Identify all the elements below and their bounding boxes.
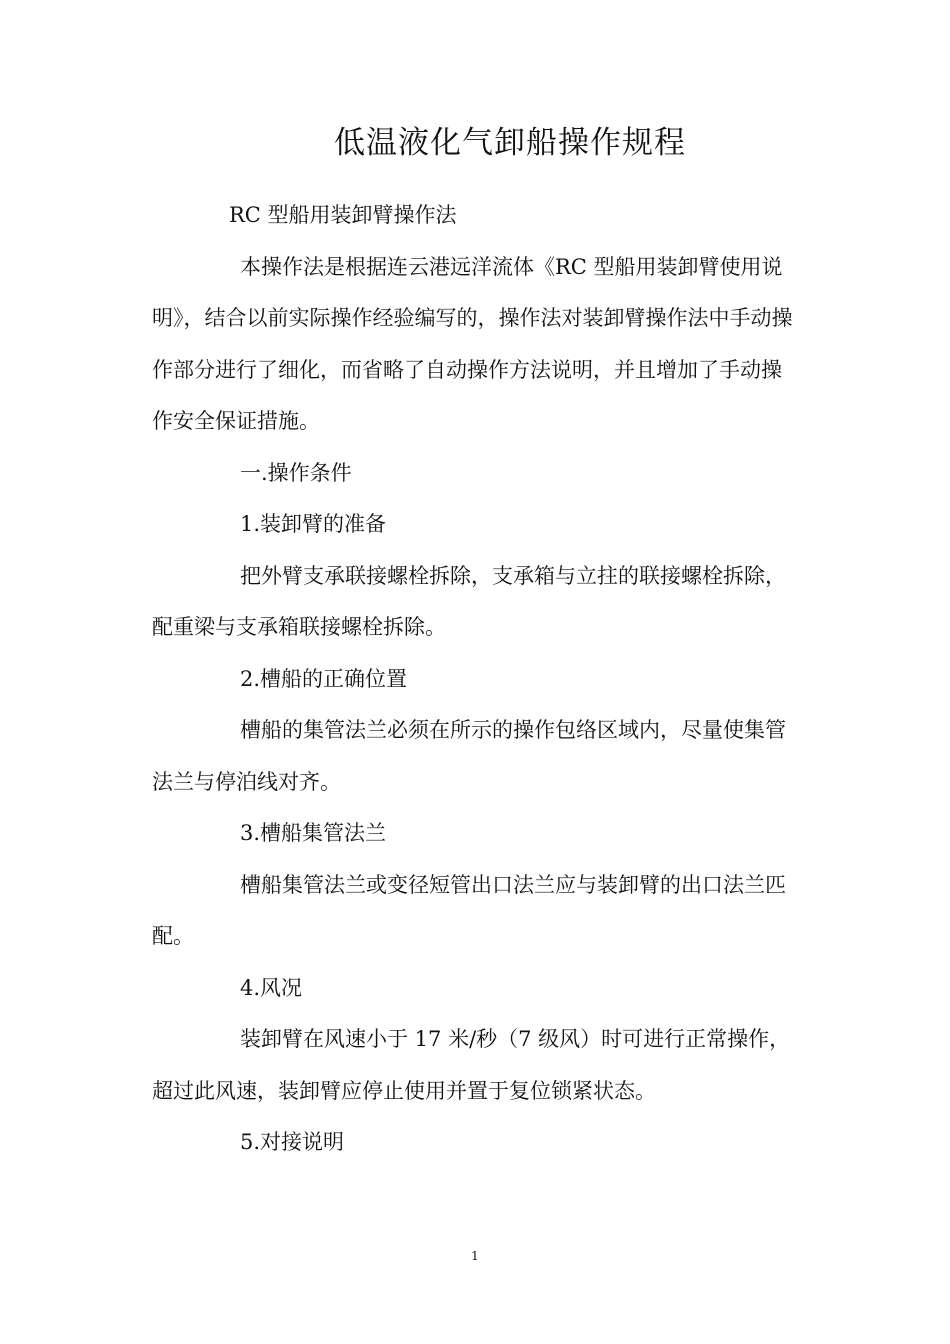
section-subheading: RC 型船用装卸臂操作法 bbox=[229, 203, 457, 227]
paragraph-ship-position: 槽船的集管法兰必须在所示的操作包络区域内，尽量使集管法兰与停泊线对齐。 bbox=[152, 718, 786, 794]
item-heading-docking-instructions: 5.对接说明 bbox=[240, 1130, 345, 1154]
document-body bbox=[152, 190, 802, 1169]
paragraph-manifold-flange: 槽船集管法兰或变径短管出口法兰应与装卸臂的出口法兰匹配。 bbox=[152, 872, 786, 948]
intro-paragraph: 本操作法是根据连云港远洋流体《RC 型船用装卸臂使用说明》，结合以前实际操作经验编写的，操作法对装卸臂操作法中手动操作部分进行了细化，而省略了自动操作方法说明，并且增加了手动操作安全保证措施。 bbox=[152, 254, 793, 433]
section-heading-operating-conditions: 一.操作条件 bbox=[240, 460, 352, 485]
item-heading-wind-conditions: 4.风况 bbox=[240, 975, 303, 1000]
item-heading-ship-position: 2.槽船的正确位置 bbox=[240, 666, 408, 691]
paragraph-arm-preparation: 把外臂支承联接螺栓拆除，支承箱与立拄的联接螺栓拆除，配重梁与支承箱联接螺栓拆除。 bbox=[152, 563, 786, 639]
document-title: 低温液化气卸船操作规程 bbox=[334, 125, 686, 161]
item-heading-manifold-flange: 3.槽船集管法兰 bbox=[240, 821, 387, 845]
paragraph-wind-conditions: 装卸臂在风速小于 17 米/秒（7 级风）时可进行正常操作，超过此风速，装卸臂应停止使用并置于复位锁紧状态。 bbox=[152, 1027, 791, 1103]
item-heading-arm-preparation: 1.装卸臂的准备 bbox=[240, 512, 387, 536]
page-number: 1 bbox=[471, 1249, 479, 1263]
